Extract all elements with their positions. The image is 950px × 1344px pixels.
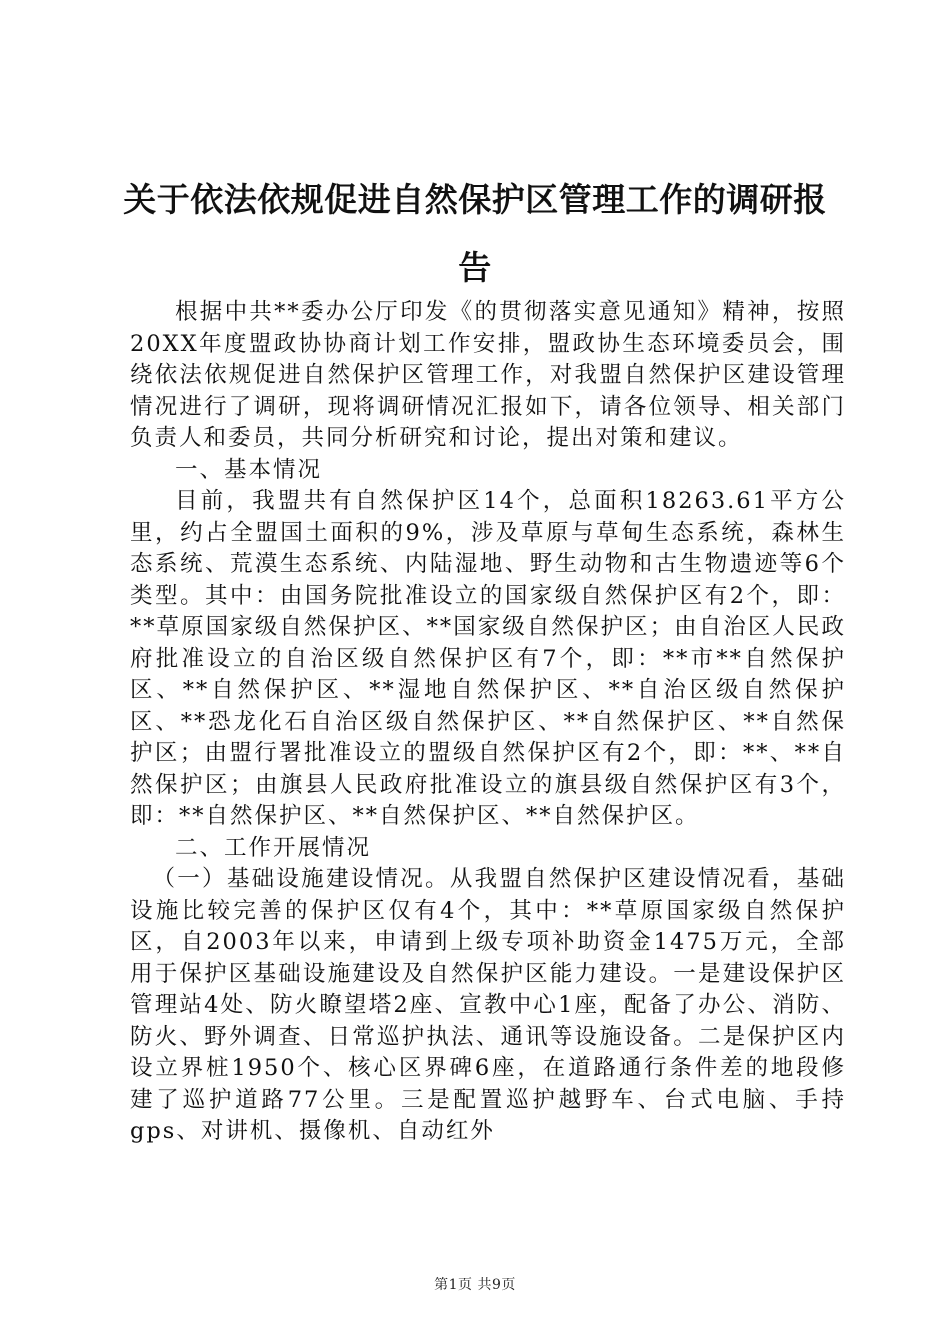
section-heading-work: 二、工作开展情况 — [175, 834, 372, 861]
intro-paragraph: 根据中共**委办公厅印发《的贯彻落实意见通知》精神，按照20XX年度盟政协协商计划工作安排，盟政协生态环境委员会，围绕依法依规促进自然保护区管理工作，对我盟自然保护区建设管理情况进行了调研，现将调研情况汇报如下，请各位领导、相关部门负责人和委员，共同分析研究和讨论，提出对策和建议。 — [130, 299, 846, 451]
basic-situation-paragraph: 目前，我盟共有自然保护区14个，总面积18263.61平方公里，约占全盟国土面积的9%，涉及草原与草甸生态系统，森林生态系统、荒漠生态系统、内陆湿地、野生动物和古生物遗迹等6个类型。其中：由国务院批准设立的国家级自然保护区有2个，即：**草原国家级自然保护区、**国家级自然保护区；由自治区人民政府批准设立的自治区级自然保护区有7个，即：**市**自然保护区、**自然保护区、**湿地自然保护区、**自治区级自然保护区、**恐龙化石自治区级自然保护区、**自然保护区、**自然保护区；由盟行署批准设立的盟级自然保护区有2个，即：**、**自然保护区；由旗县人民政府批准设立的旗县级自然保护区有3个，即：**自然保护区、**自然保护区、**自然保护区。 — [130, 488, 846, 829]
infrastructure-paragraph: （一）基础设施建设情况。从我盟自然保护区建设情况看，基础设施比较完善的保护区仅有4个，其中：**草原国家级自然保护区，自2003年以来，申请到上级专项补助资金1475万元，全部用于保护区基础设施建设及自然保护区能力建设。一是建设保护区管理站4处、防火瞭望塔2座、宣教中心1座，配备了办公、消防、防火、野外调查、日常巡护执法、通讯等设施设备。二是保护区内设立界桩1950个、核心区界碑6座，在道路通行条件差的地段修建了巡护道路77公里。三是配置巡护越野车、台式电脑、手持gps、对讲机、摄像机、自动红外 — [130, 866, 846, 1144]
section-heading-basic: 一、基本情况 — [175, 456, 323, 483]
document-title: 关于依法依规促进自然保护区管理工作的调研报告 — [123, 180, 827, 287]
page-footer: 第1页 共9页 — [434, 1277, 516, 1293]
document-body — [130, 297, 846, 1148]
